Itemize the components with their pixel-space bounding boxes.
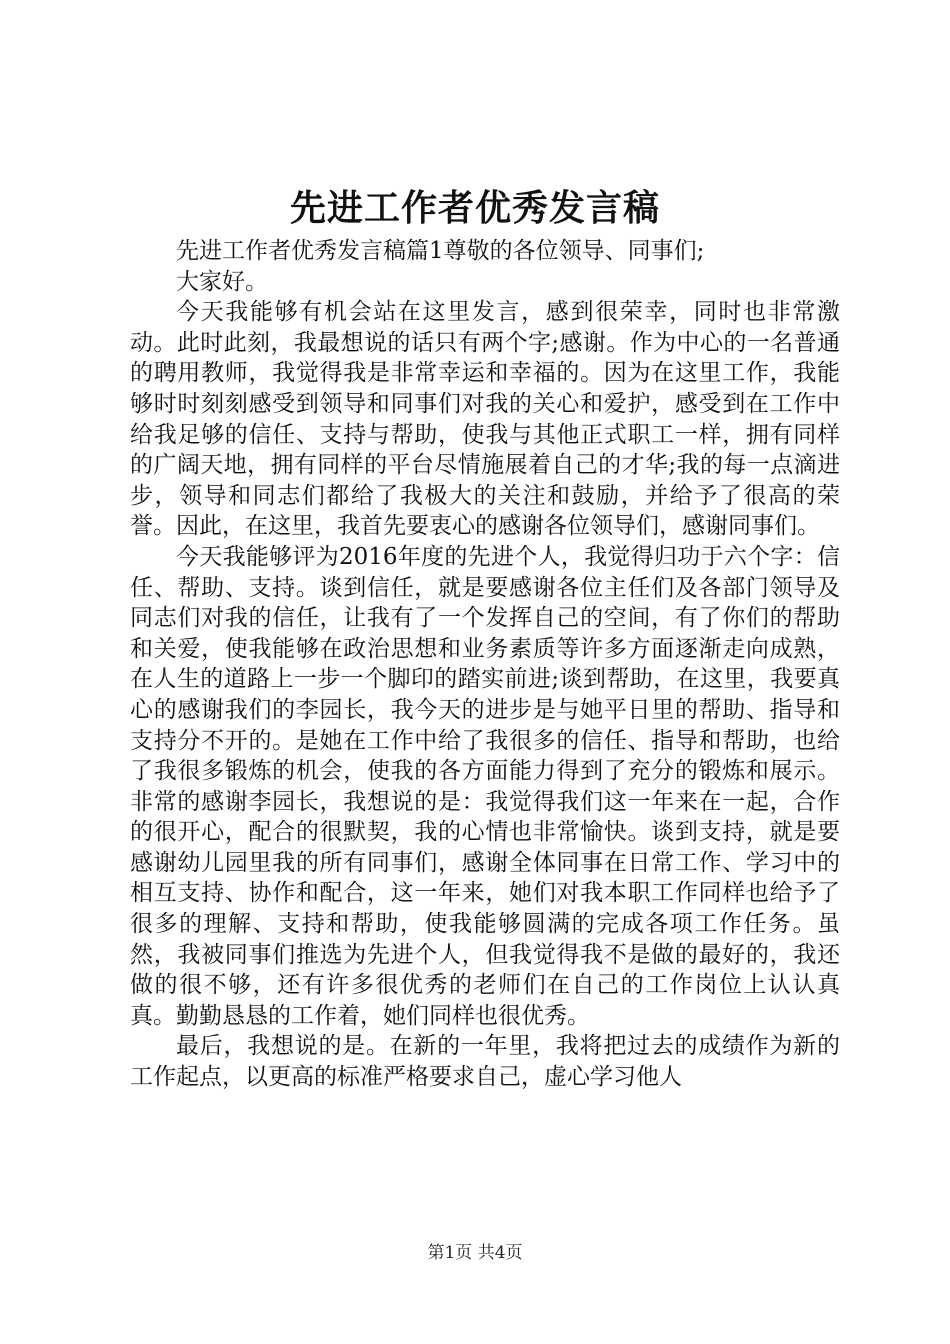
paragraph-gratitude: 今天我能够有机会站在这里发言，感到很荣幸，同时也非常激动。此时此刻，我最想说的话只有两个字;感谢。作为中心的一名普通的聘用教师，我觉得我是非常幸运和幸福的。因为在这里工作，我能够时时刻刻感受到领导和同事们对我的关心和爱护，感受到在工作中给我足够的信任、支持与帮助，使我与其他正式职工一样，拥有同样的广阔天地，拥有同样的平台尽情施展着自己的才华;我的每一点滴进步，领导和同志们都给了我极大的关注和鼓励，并给予了很高的荣誉。因此，在这里，我首先要衷心的感谢各位领导们，感谢同事们。: [130, 299, 840, 540]
document-body: [130, 236, 840, 1093]
page-title: 先进工作者优秀发言稿: [289, 187, 660, 229]
paragraph-salutation: 大家好。: [176, 268, 268, 295]
page-number: 第1页 共4页: [427, 1243, 523, 1263]
paragraph-trust-help-support: 今天我能够评为2016年度的先进个人，我觉得归功于六个字：信任、帮助、支持。谈到信任，就是要感谢各位主任们及各部门领导及同志们对我的信任，让我有了一个发挥自己的空间，有了你们的帮助和关爱，使我能够在政治思想和业务素质等许多方面逐渐走向成熟，在人生的道路上一步一个脚印的踏实前进;谈到帮助，在这里，我要真心的感谢我们的李园长，我今天的进步是与她平日里的帮助、指导和支持分不开的。是她在工作中给了我很多的信任、指导和帮助，也给了我很多锻炼的机会，使我的各方面能力得到了充分的锻炼和展示。非常的感谢李园长，我想说的是：我觉得我们这一年来在一起，合作的很开心，配合的很默契，我的心情也非常愉快。谈到支持，就是要感谢幼儿园里我的所有同事们，感谢全体同事在日常工作、学习中的相互支持、协作和配合，这一年来，她们对我本职工作同样也给予了很多的理解、支持和帮助，使我能够圆满的完成各项工作任务。虽然，我被同事们推选为先进个人，但我觉得我不是做的最好的，我还做的很不够，还有许多很优秀的老师们在自己的工作岗位上认认真真。勤勤恳恳的工作着，她们同样也很优秀。: [130, 543, 840, 1029]
paragraph-greeting: 先进工作者优秀发言稿篇1尊敬的各位领导、同事们;: [176, 238, 705, 264]
paragraph-closing: 最后，我想说的是。在新的一年里，我将把过去的成绩作为新的工作起点，以更高的标准严格要求自己，虚心学习他人: [130, 1033, 840, 1091]
